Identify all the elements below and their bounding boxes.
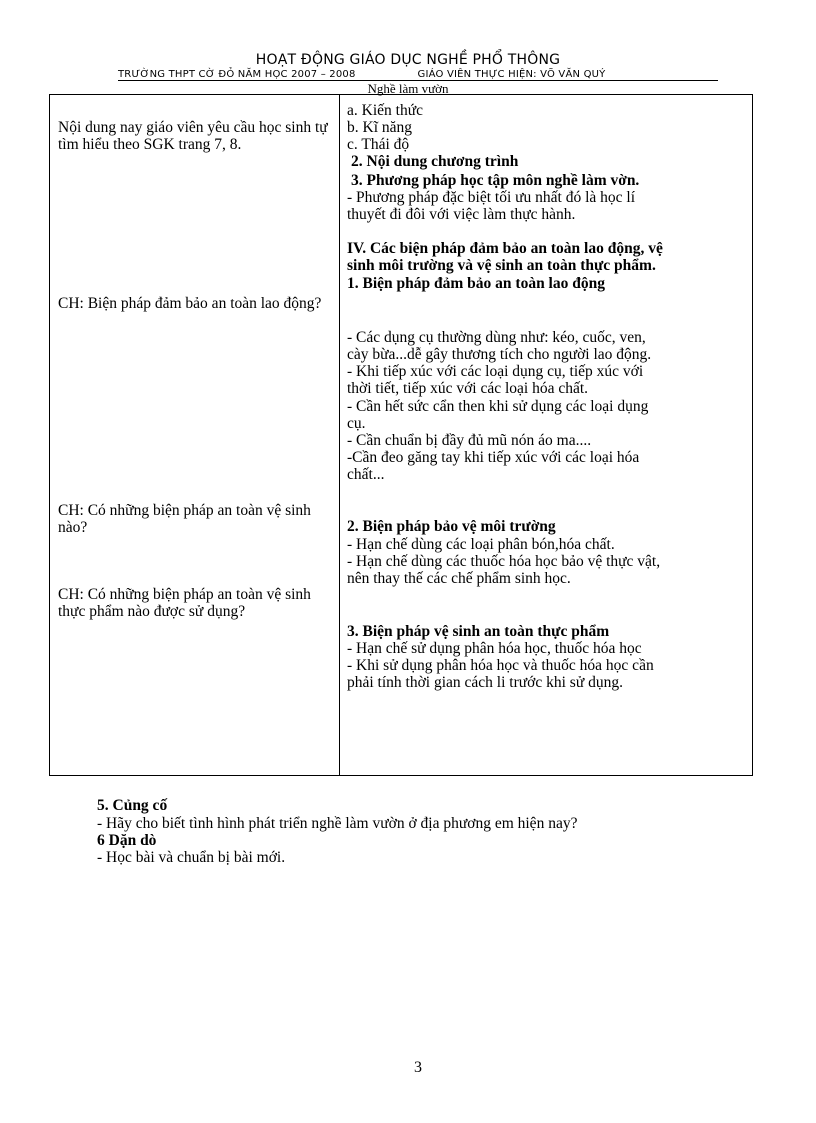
heading-program: 2. Nội dung chương trình: [351, 153, 519, 170]
document-title: HOẠT ĐỘNG GIÁO DỤC NGHỀ PHỔ THÔNG: [255, 52, 561, 68]
environment-line-3: nên thay thế các chế phẩm sinh học.: [347, 570, 571, 587]
teacher-info: GIÁO VIÊN THỰC HIỆN: VÕ VĂN QUÝ: [417, 69, 606, 80]
header-info: [118, 69, 605, 80]
heading-homework: 6 Dặn dò: [97, 832, 157, 849]
heading-environment: 2. Biện pháp bảo vệ môi trường: [347, 518, 556, 535]
lesson-table: [49, 94, 753, 776]
consolidation-text: - Hãy cho biết tình hình phát triển nghề làm vườn ở địa phương em hiện nay?: [97, 815, 578, 832]
labor-line-7: - Cần chuẩn bị đầy đủ mũ nón áo ma....: [347, 432, 592, 449]
labor-line-2: cày bừa...dễ gây thương tích cho người lao động.: [347, 346, 652, 363]
environment-line-2: - Hạn chế dùng các thuốc hóa học bảo vệ thực vật,: [347, 553, 661, 570]
environment-line-1: - Hạn chế dùng các loại phân bón,hóa chất.: [347, 536, 615, 553]
food-line-3: phải tính thời gian cách li trước khi sử dụng.: [347, 674, 623, 691]
heading-section-iv-2: sinh môi trường và vệ sinh an toàn thực phẩm.: [347, 257, 656, 274]
method-line-1: - Phương pháp đặc biệt tối ưu nhất đó là học lí: [347, 189, 636, 206]
food-line-2: - Khi sử dụng phân hóa học và thuốc hóa học cần: [347, 657, 654, 674]
item-skills: b. Kĩ năng: [347, 119, 413, 136]
heading-method: 3. Phương pháp học tập môn nghề làm vờn.: [351, 172, 640, 189]
right-column: [340, 95, 753, 776]
food-line-1: - Hạn chế sử dụng phân hóa học, thuốc hóa học: [347, 640, 642, 657]
left-column: [50, 95, 340, 776]
question-safety: CH: Biện pháp đảm bảo an toàn lao động?: [58, 295, 322, 312]
heading-food-safety: 3. Biện pháp vệ sinh an toàn thực phẩm: [347, 623, 610, 640]
labor-line-6: cụ.: [347, 415, 366, 432]
labor-line-3: - Khi tiếp xúc với các loại dụng cụ, tiếp xúc với: [347, 363, 644, 380]
labor-line-9: chất...: [347, 466, 385, 483]
heading-section-iv-1: IV. Các biện pháp đảm bảo an toàn lao động, vệ: [347, 240, 663, 257]
question-food-safety: CH: Có những biện pháp an toàn vệ sinh thực phẩm nào được sử dụng?: [58, 586, 311, 620]
homework-text: - Học bài và chuẩn bị bài mới.: [97, 849, 286, 866]
labor-line-5: - Cần hết sức cẩn then khi sử dụng các loại dụng: [347, 398, 649, 415]
school-info: TRƯỜNG THPT CỜ ĐỎ NĂM HỌC 2007 – 2008: [118, 69, 356, 80]
page-number: 3: [414, 1059, 422, 1076]
item-attitude: c. Thái độ: [347, 136, 410, 153]
labor-line-1: - Các dụng cụ thường dùng như: kéo, cuốc, ven,: [347, 329, 646, 346]
subject-title: Nghề làm vườn: [367, 81, 449, 96]
method-line-2: thuyết đi đôi với việc làm thực hành.: [347, 206, 576, 223]
labor-line-8: -Cần đeo găng tay khi tiếp xúc với các loại hóa: [347, 449, 640, 466]
heading-labor-safety: 1. Biện pháp đảm bảo an toàn lao động: [347, 275, 605, 292]
item-knowledge: a. Kiến thức: [347, 102, 423, 119]
labor-line-4: thời tiết, tiếp xúc với các loại hóa chất.: [347, 380, 589, 397]
left-note: Nội dung nay giáo viên yêu cầu học sinh tự tìm hiểu theo SGK trang 7, 8.: [58, 119, 328, 153]
heading-consolidation: 5. Củng cố: [97, 797, 168, 814]
question-hygiene: CH: Có những biện pháp an toàn vệ sinh nào?: [58, 502, 311, 536]
